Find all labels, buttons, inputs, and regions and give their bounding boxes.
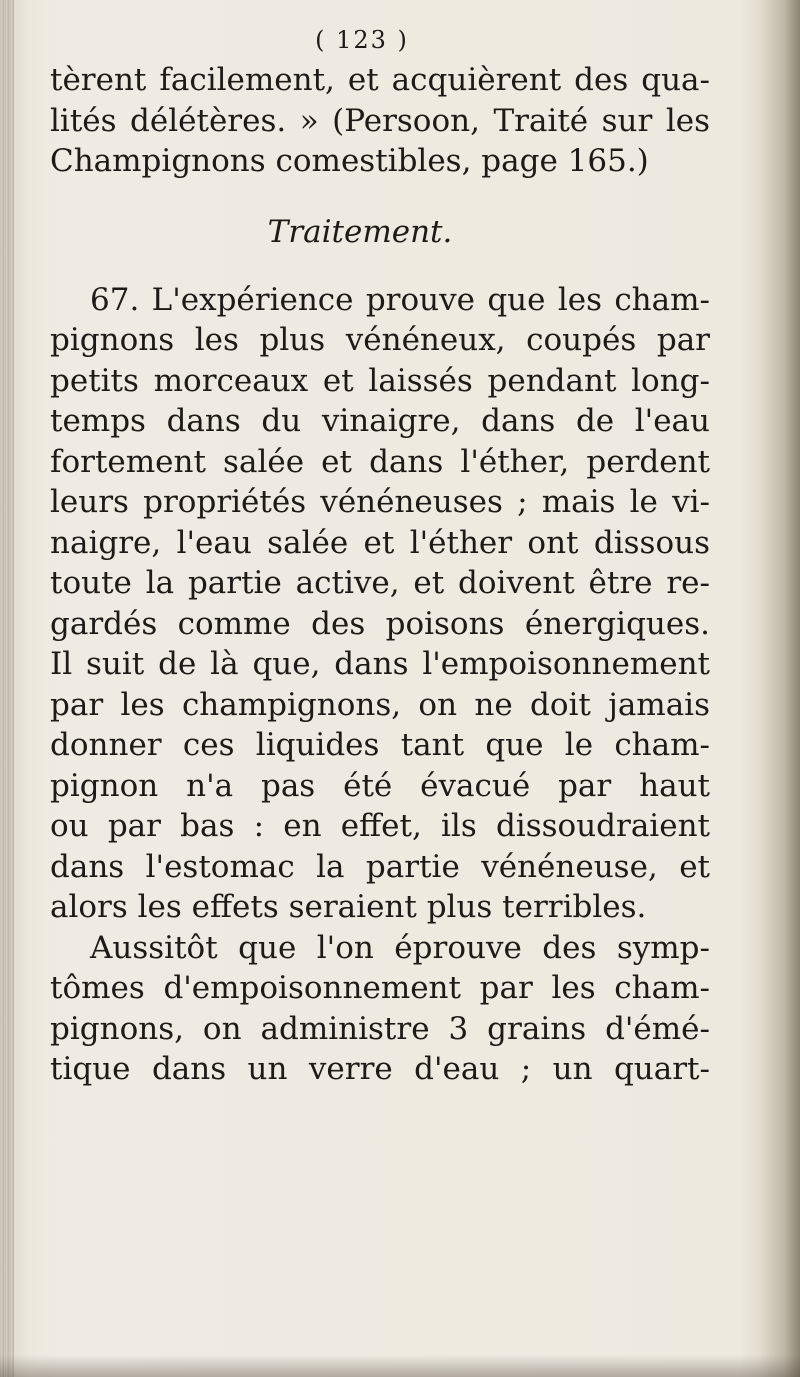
text-line: alors les effets seraient plus terribles. [50,889,647,925]
text-line: lités délétères. » (Persoon, Traité sur les [50,102,710,139]
text-line: naigre, l'eau salée et l'éther ont dissous [50,524,710,561]
text-line: dans l'estomac la partie vénéneuse, et [50,848,710,885]
text-line: temps dans du vinaigre, dans de l'eau [50,403,710,439]
page-number: ( 123 ) [315,26,409,54]
text-line: tique dans un verre d'eau ; un quart- [50,1051,710,1087]
text-line: Aussitôt que l'on éprouve des symp- [90,929,710,966]
text-line: pignon n'a pas été évacué par haut [50,767,710,804]
page-text [50,20,710,1090]
text-line: Il suit de là que, dans l'empoisonnement [50,646,710,682]
text-line: toute la partie active, et doivent être re- [50,565,710,601]
paragraph-67 [50,280,710,928]
continuation-paragraph [50,60,710,182]
paragraph-antidote [50,928,710,1090]
text-line: tèrent facilement, et acquièrent des qua- [50,62,710,98]
text-line: pignons les plus vénéneux, coupés par [50,322,710,358]
section-heading: Traitement. [267,213,453,250]
text-line: 67. L'expérience prouve que les cham- [90,281,710,318]
page-bottom-shadow [0,1355,800,1377]
text-line: leurs propriétés vénéneuses ; mais le vi- [50,484,710,520]
text-line: par les champignons, on ne doit jamais [50,686,710,723]
text-line: pignons, on administre 3 grains d'émé- [50,1010,710,1047]
text-line: donner ces liquides tant que le cham- [50,727,710,763]
page-right-shadow [760,0,800,1377]
text-line: petits morceaux et laissés pendant long- [50,362,710,399]
text-line: tômes d'empoisonnement par les cham- [50,970,710,1006]
page-binding-edge [0,0,14,1377]
text-line: gardés comme des poisons énergiques. [50,605,710,642]
text-line: fortement salée et dans l'éther, perdent [50,443,710,480]
text-line: ou par bas : en effet, ils dissoudraient [50,808,710,844]
text-line: Champignons comestibles, page 165.) [50,143,649,179]
